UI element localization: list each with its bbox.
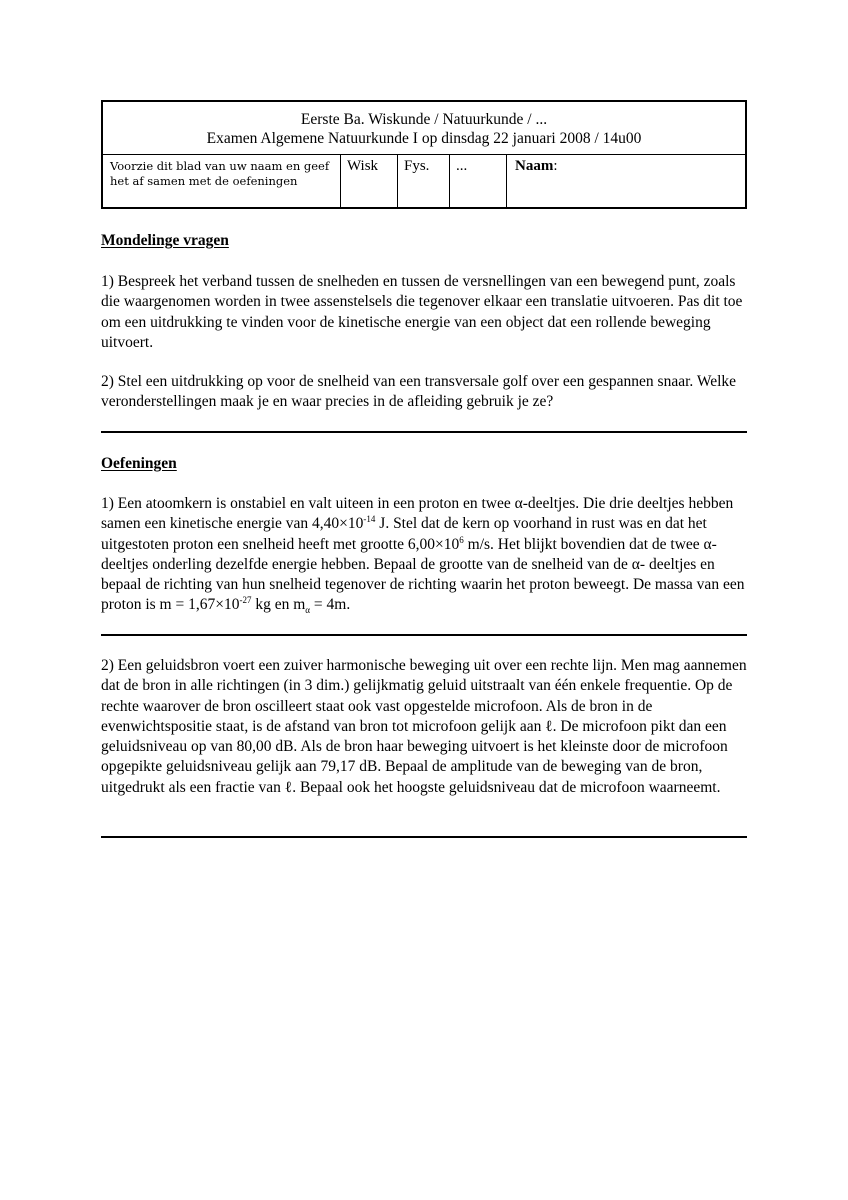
exponent-energy: -14 xyxy=(363,514,376,525)
column-other: ... xyxy=(450,155,507,208)
exercise-1-text-e: = 4m. xyxy=(310,596,351,614)
oral-questions-heading: Mondelinge vragen xyxy=(101,232,229,249)
exercise-2: 2) Een geluidsbron voert een zuiver harmonische beweging uit over een rechte lijn. Men mag aannemen dat de bron in alle richtingen (in 3 dim.) gelijkmatig geluid uitstraalt van één enkele frequentie. Op de rechte waarover de bron oscilleert staat ook vast opgestelde microfoon. Als de bron in de evenwichtspositie staat, is de afstand van bron tot microfoon gelijk aan ℓ. De microfoon pikt dan een geluidsniveau op van 80,00 dB. Als de bron haar beweging uitvoert is het kleinste door de microfoon opgepikte geluidsniveau gelijk aan 79,17 dB. Bepaal de amplitude van de beweging van de bron, uitgedrukt als een fractie van ℓ. Bepaal ook het hoogste geluidsniveau dat de microfoon waarneemt. xyxy=(101,657,747,796)
exercise-1-text-d: kg en m xyxy=(251,596,306,614)
alpha-subscript: α xyxy=(305,605,311,616)
exam-title-line2: Examen Algemene Natuurkunde I op dinsdag 22 januari 2008 / 14u00 xyxy=(206,130,642,147)
exam-title xyxy=(103,102,745,155)
divider xyxy=(101,634,747,636)
column-fys: Fys. xyxy=(398,155,450,208)
oral-question-1: 1) Bespreek het verband tussen de snelheden en tussen de versnellingen van een bewegend punt, zoals die waargenomen worden in twee assenstelsels die tegenover elkaar een translatie uitvoeren. Pas dit toe om een uitdrukking te vinden voor de kinetische energie van een object dat een rollende beweging uitvoert. xyxy=(101,273,743,351)
divider xyxy=(101,836,747,838)
exponent-mass: -27 xyxy=(239,595,252,606)
column-wisk: Wisk xyxy=(341,155,398,208)
divider xyxy=(101,431,747,433)
exercise-1-text-b: J. Stel dat de kern op voorhand in rust was en dat het uitgestoten proton een snelheid heeft met grootte 6,00×10 xyxy=(101,515,707,553)
name-label: Naam xyxy=(515,158,554,174)
exam-header-table xyxy=(101,100,747,209)
exercise-1 xyxy=(101,494,751,616)
header-info-row xyxy=(103,155,745,208)
exercises-heading: Oefeningen xyxy=(101,455,177,472)
oral-question-2: 2) Stel een uitdrukking op voor de snelheid van een transversale golf over een gespannen snaar. Welke veronderstellingen maak je en waar precies in de afleiding gebruik je ze? xyxy=(101,373,737,411)
exercise-1-text-c: m/s. Het blijkt bovendien dat de twee α-deeltjes onderling dezelfde energie hebben. Bepaal de grootte van de snelheid van de α- deeltjes en bepaal de richting van hun snelheid tegenover de richting waarin het proton beweegt. De massa van een proton is m = 1,67×10 xyxy=(101,535,745,614)
name-colon: : xyxy=(553,158,558,174)
exam-title-line1: Eerste Ba. Wiskunde / Natuurkunde / ... xyxy=(300,111,548,128)
exercise-1-text-a: 1) Een atoomkern is onstabiel en valt uiteen in een proton en twee α-deeltjes. Die drie deeltjes hebben samen een kinetische energie van 4,40×10 xyxy=(101,495,734,533)
name-field xyxy=(507,155,745,208)
instruction-note: Voorzie dit blad van uw naam en geef het af samen met de oefeningen xyxy=(103,155,341,208)
exponent-speed: 6 xyxy=(459,534,464,545)
